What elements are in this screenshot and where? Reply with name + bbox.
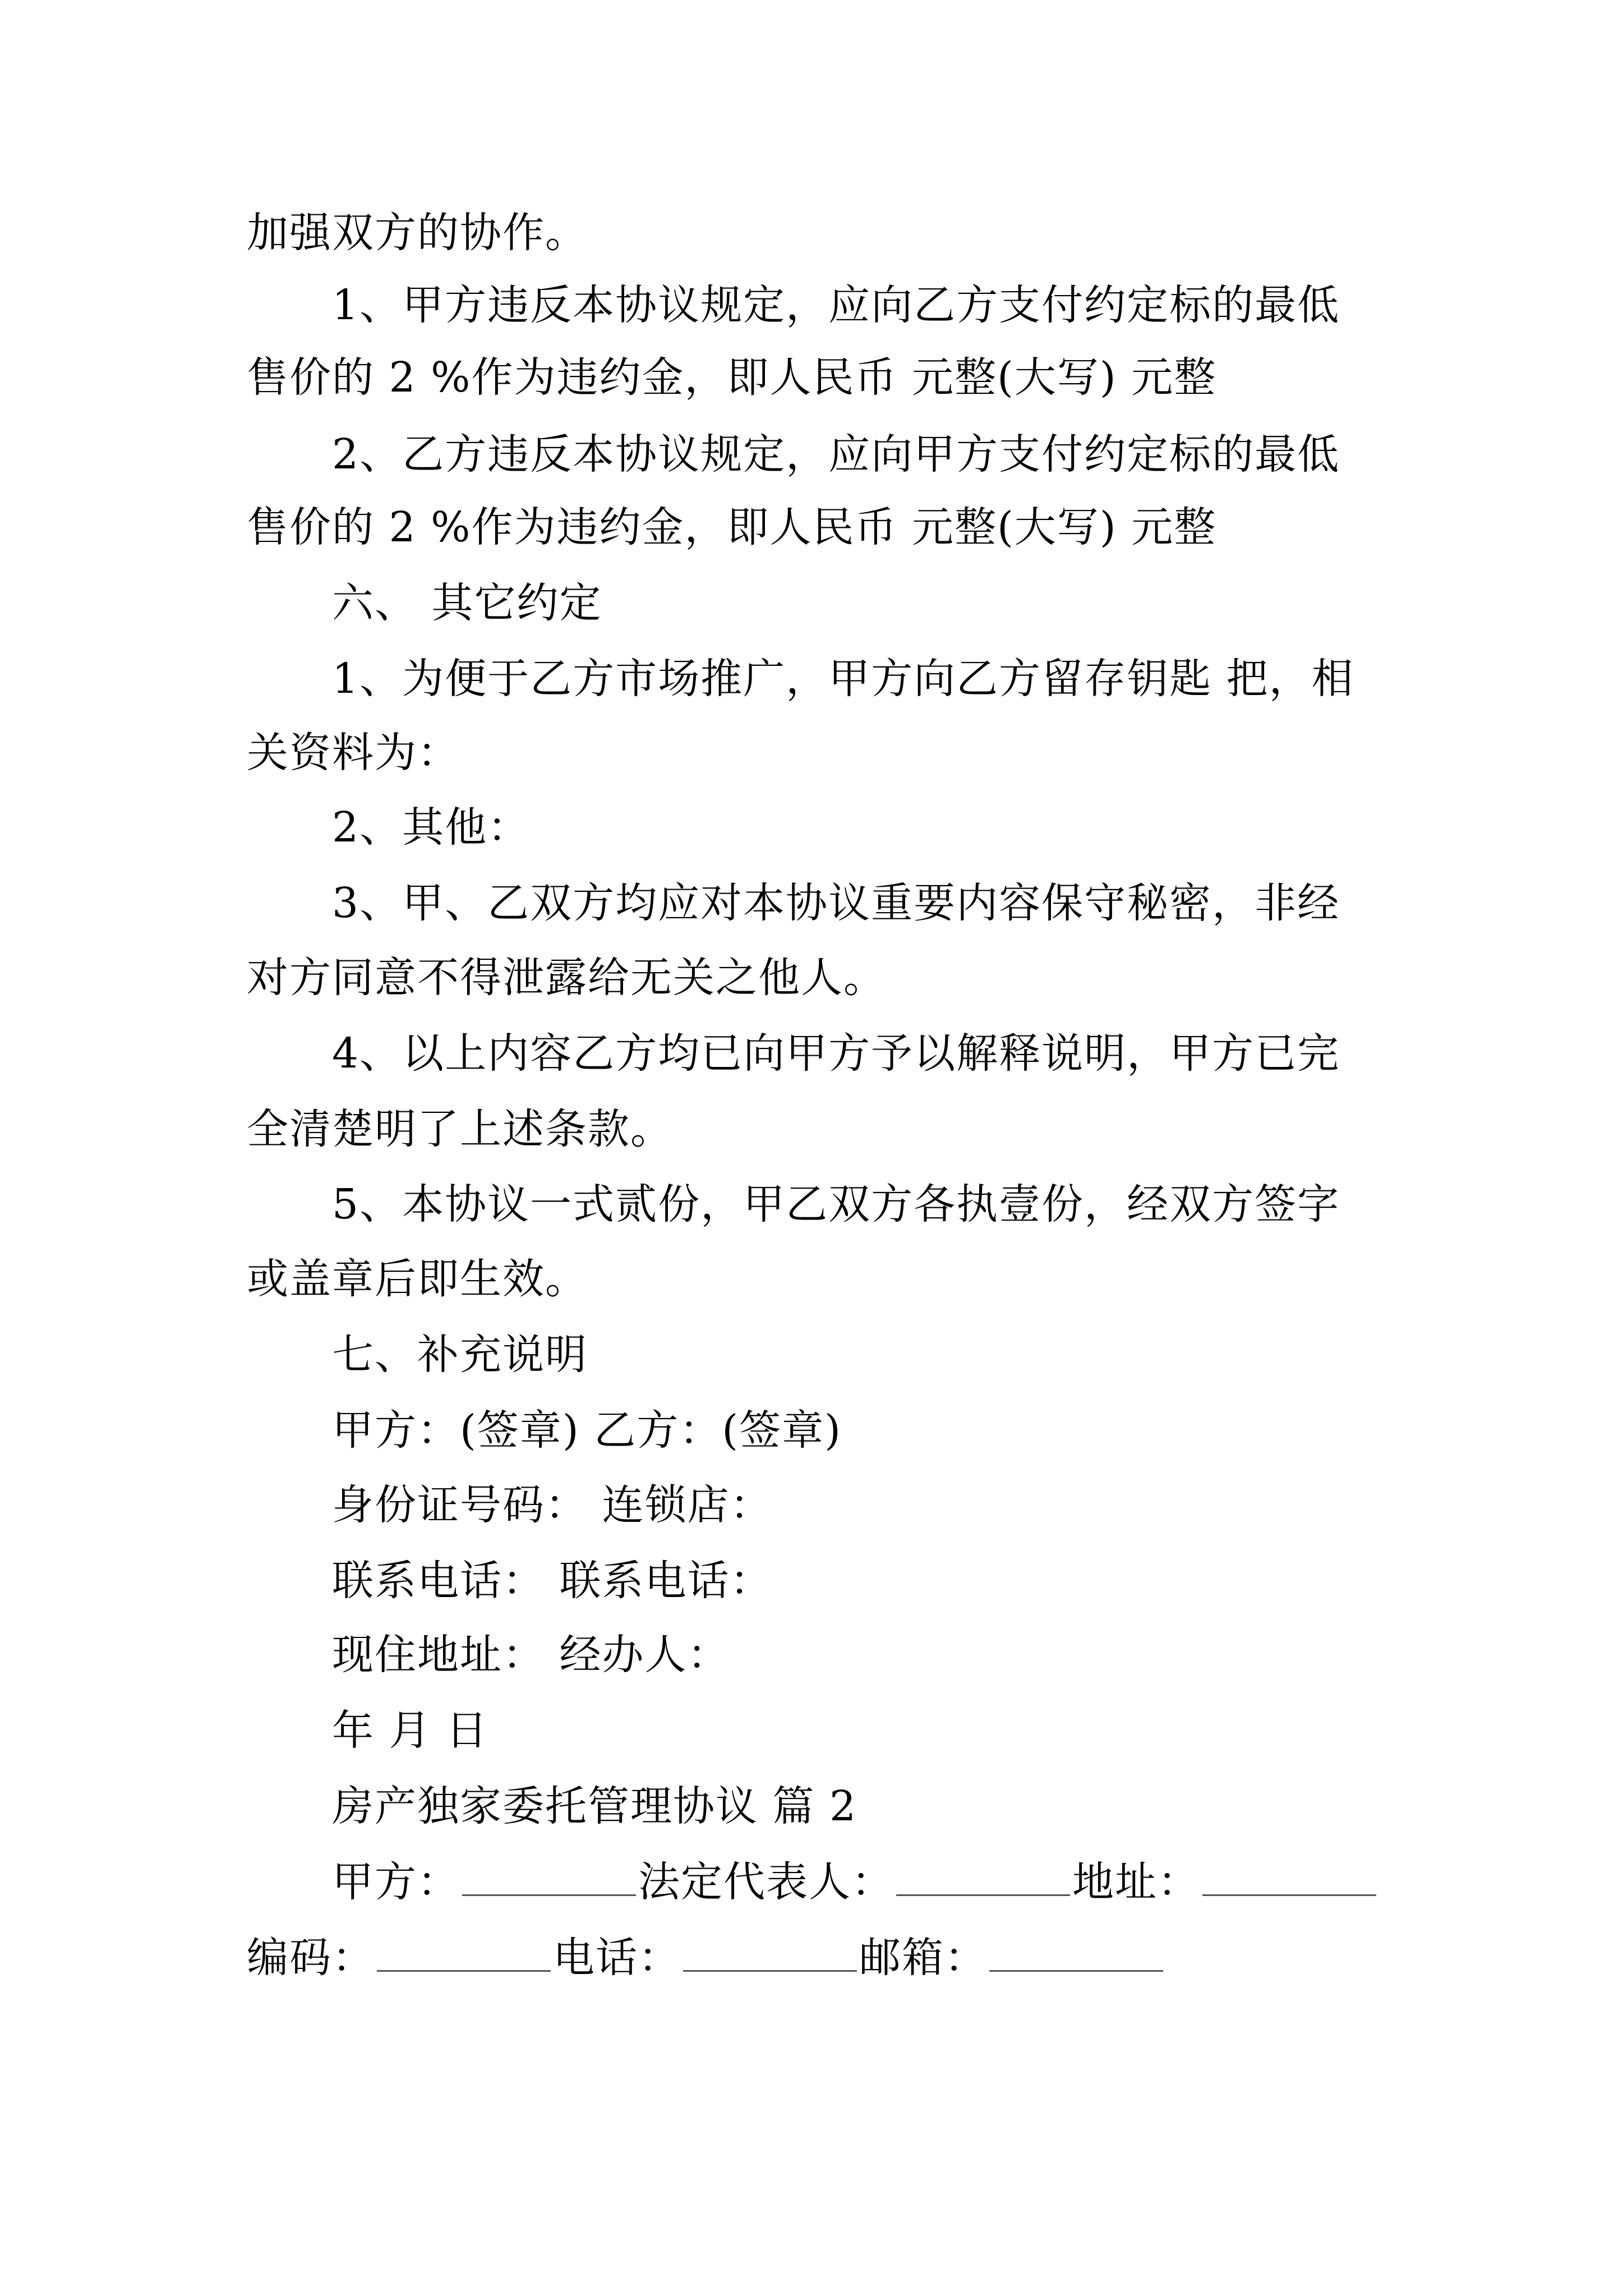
legal-rep-label: 法定代表人： <box>638 1858 894 1906</box>
paragraph-line: 售价的 2 %作为违约金，即人民币 元整(大写) 元整 <box>247 353 1217 402</box>
paragraph-line: 全清楚明了上述条款。 <box>247 1105 673 1153</box>
party-a-blank <box>462 1860 636 1896</box>
address-blank <box>1202 1860 1376 1896</box>
paragraph-line: 加强双方的协作。 <box>247 209 588 257</box>
section-title: 房产独家委托管理协议 篇 2 <box>332 1782 857 1830</box>
form-line-2 <box>247 1930 1165 1986</box>
email-label: 邮箱： <box>859 1934 987 1982</box>
paragraph-line: 1、甲方违反本协议规定，应向乙方支付约定标的最低 <box>332 281 1340 329</box>
postcode-blank <box>377 1935 551 1972</box>
paragraph-line: 2、其他： <box>332 803 531 852</box>
signature-line: 联系电话： 联系电话： <box>332 1557 773 1605</box>
paragraph-line: 5、本协议一式贰份，甲乙双方各执壹份，经双方签字 <box>332 1180 1340 1228</box>
address-label: 地址： <box>1072 1858 1200 1906</box>
phone-label: 电话： <box>553 1934 681 1982</box>
paragraph-line: 3、甲、乙双方均应对本协议重要内容保守秘密，非经 <box>332 879 1340 927</box>
email-blank <box>989 1935 1163 1972</box>
section-heading: 七、补充说明 <box>332 1331 588 1379</box>
postcode-label: 编码： <box>247 1934 375 1982</box>
paragraph-line: 1、为便于乙方市场推广，甲方向乙方留存钥匙 把，相 <box>332 655 1354 703</box>
legal-rep-blank <box>896 1860 1070 1896</box>
form-line-1 <box>332 1854 1378 1910</box>
section-heading: 六、 其它约定 <box>332 579 602 627</box>
signature-line: 身份证号码： 连锁店： <box>332 1481 773 1529</box>
signature-line: 甲方：(签章) 乙方：(签章) <box>332 1406 842 1455</box>
paragraph-line: 对方同意不得泄露给无关之他人。 <box>247 954 886 1002</box>
paragraph-line: 4、以上内容乙方均已向甲方予以解释说明，甲方已完 <box>332 1029 1340 1078</box>
paragraph-line: 2、乙方违反本协议规定，应向甲方支付约定标的最低 <box>332 430 1340 478</box>
paragraph-line: 关资料为： <box>247 729 460 777</box>
paragraph-line: 或盖章后即生效。 <box>247 1255 588 1303</box>
paragraph-line: 售价的 2 %作为违约金，即人民币 元整(大写) 元整 <box>247 503 1217 551</box>
party-a-label: 甲方： <box>332 1858 460 1906</box>
phone-blank <box>683 1935 857 1972</box>
signature-line: 现住地址： 经办人： <box>332 1631 730 1679</box>
date-line: 年 月 日 <box>332 1706 489 1755</box>
